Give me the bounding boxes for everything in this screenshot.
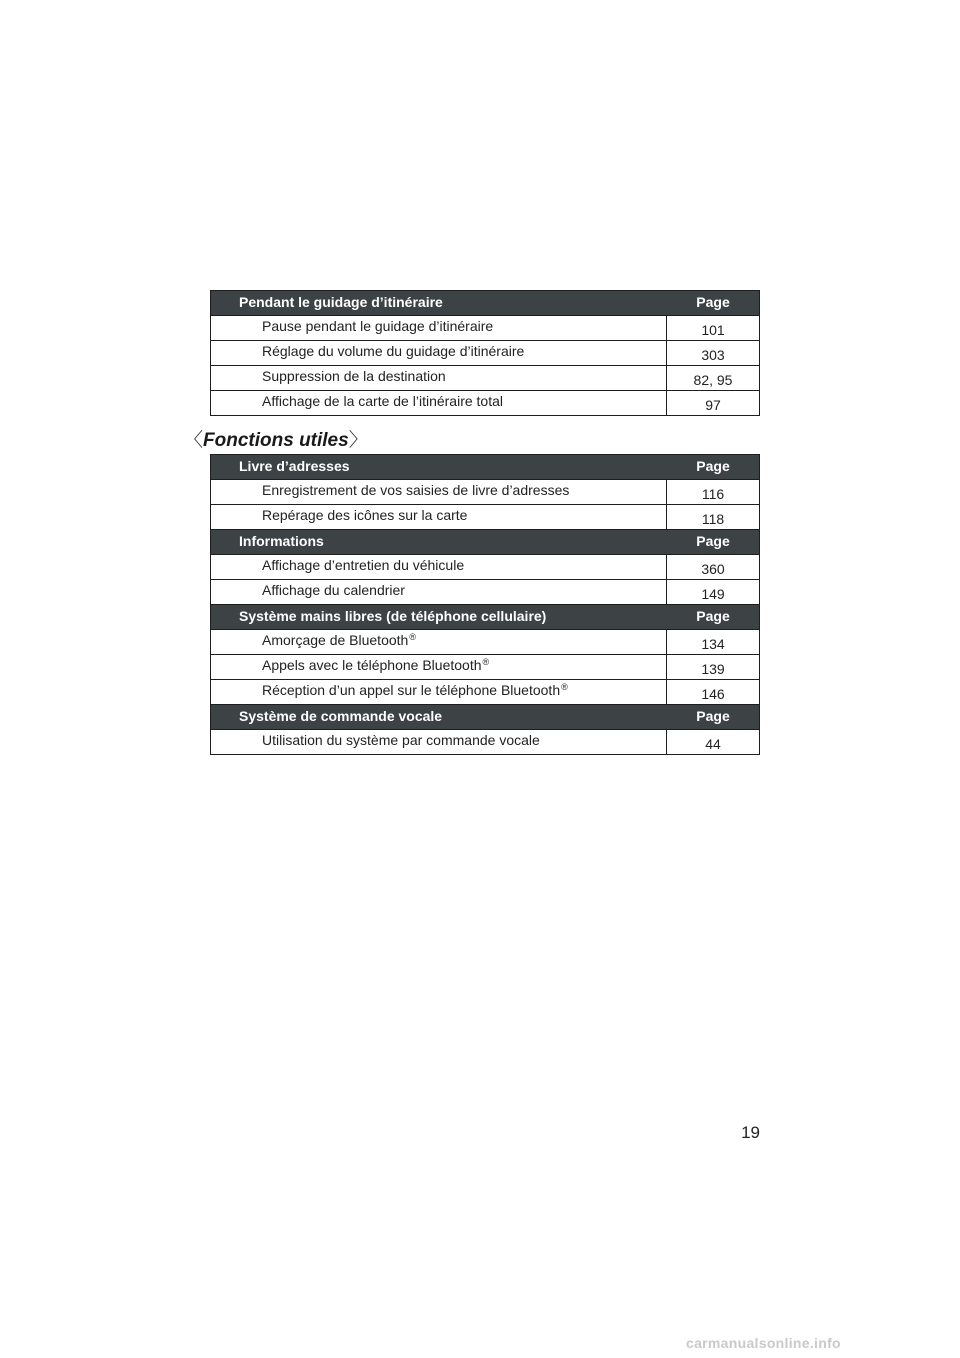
- page-number: 19: [741, 1123, 760, 1142]
- route-guidance-table: [210, 290, 760, 416]
- header-label: Pendant le guidage d’itinéraire: [211, 291, 667, 315]
- row-page: 82, 95: [693, 372, 733, 388]
- header-page: Page: [696, 708, 730, 724]
- row-page: 134: [701, 636, 725, 652]
- row-page: 303: [701, 347, 725, 363]
- header-label: Système de commande vocale: [211, 705, 667, 729]
- section-title: [184, 425, 368, 452]
- row-page: 97: [705, 397, 721, 413]
- table-row: [211, 580, 759, 605]
- row-label: Affichage de la carte de l’itinéraire total: [211, 391, 667, 415]
- header-page: Page: [696, 533, 730, 549]
- header-page: Page: [696, 608, 730, 624]
- registered-mark: ®: [561, 682, 568, 692]
- row-label: [211, 680, 667, 704]
- row-page: 139: [701, 661, 725, 677]
- table-row: [211, 391, 759, 416]
- row-label: Utilisation du système par commande vocale: [211, 730, 667, 754]
- row-page: 149: [701, 586, 725, 602]
- table-row: [211, 680, 759, 705]
- table-header: [211, 291, 759, 316]
- header-label: Informations: [211, 530, 667, 554]
- header-page: Page: [696, 458, 730, 474]
- watermark: carmanualsonline.info: [686, 1335, 841, 1351]
- angle-bracket-close: 〉: [348, 430, 368, 451]
- registered-mark: ®: [409, 632, 416, 642]
- table-row: [211, 341, 759, 366]
- row-label: Affichage du calendrier: [211, 580, 667, 604]
- group-header-information: [211, 530, 759, 555]
- row-label: Enregistrement de vos saisies de livre d’adresses: [211, 480, 667, 504]
- row-label-text: Amorçage de Bluetooth: [262, 632, 409, 648]
- table-row: [211, 366, 759, 391]
- group-header-voice-command: [211, 705, 759, 730]
- group-header-hands-free: [211, 605, 759, 630]
- group-header-address-book: [211, 455, 759, 480]
- useful-functions-table: [210, 454, 760, 755]
- row-label-text: Appels avec le téléphone Bluetooth: [262, 657, 482, 673]
- table-row: [211, 555, 759, 580]
- row-page: 146: [701, 686, 725, 702]
- table-row: [211, 730, 759, 755]
- header-page: Page: [696, 294, 730, 310]
- row-label-text: Réception d’un appel sur le téléphone Bluetooth: [262, 682, 561, 698]
- section-title-text: Fonctions utiles: [203, 430, 349, 451]
- row-label: Pause pendant le guidage d’itinéraire: [211, 316, 667, 340]
- row-page: 101: [701, 322, 725, 338]
- row-label: [211, 630, 667, 654]
- row-page: 44: [705, 736, 721, 752]
- row-label: Réglage du volume du guidage d’itinéraire: [211, 341, 667, 365]
- row-label: Suppression de la destination: [211, 366, 667, 390]
- row-label: [211, 655, 667, 679]
- row-label: Repérage des icônes sur la carte: [211, 505, 667, 529]
- row-page: 360: [701, 561, 725, 577]
- table-row: [211, 655, 759, 680]
- header-label: Livre d’adresses: [211, 455, 667, 479]
- table-row: [211, 505, 759, 530]
- table-row: [211, 630, 759, 655]
- row-label: Affichage d’entretien du véhicule: [211, 555, 667, 579]
- row-page: 118: [701, 511, 725, 527]
- registered-mark: ®: [482, 657, 490, 667]
- table-row: [211, 480, 759, 505]
- angle-bracket-open: 〈: [184, 430, 204, 451]
- table-row: [211, 316, 759, 341]
- header-label: Système mains libres (de téléphone cellulaire): [211, 605, 667, 629]
- row-page: 116: [701, 486, 725, 502]
